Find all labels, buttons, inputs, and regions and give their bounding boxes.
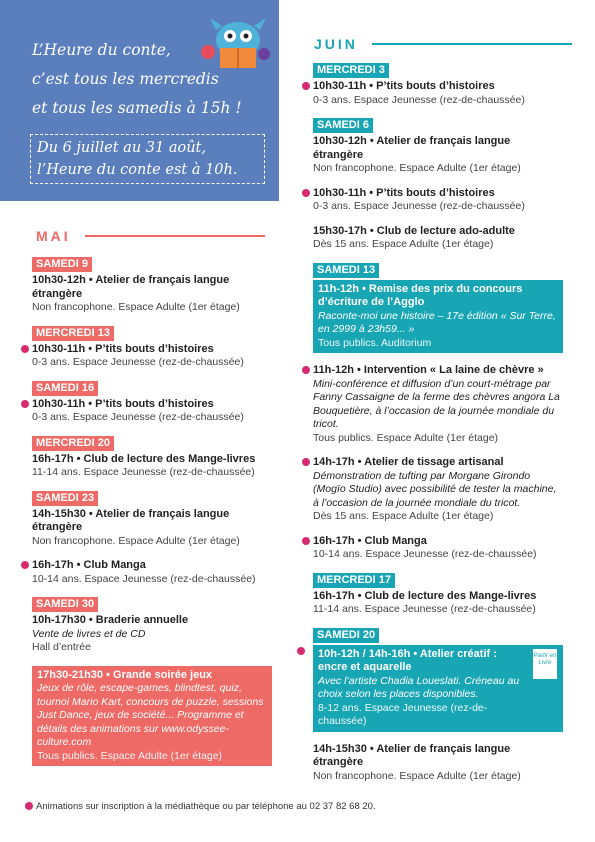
dot-icon <box>302 366 310 374</box>
event-title: 10h30-11h • P’tits bouts d’histoires <box>313 80 495 92</box>
day-block <box>32 436 272 480</box>
event-title: 16h-17h • Club de lecture des Mange-livres <box>32 452 256 465</box>
event-description: Mini-conférence et diffusion d’un court-métrage par Fanny Cassaigne de la ferme des chèvres angora La Bouquetière, à l’occasion de la journée mondiale du tricot. <box>313 377 560 430</box>
juin-column <box>313 63 563 794</box>
event-audience: Hall d’entrée <box>32 641 91 653</box>
event-title: 16h-17h • Club Manga <box>313 534 427 547</box>
event-audience: 0-3 ans. Espace Jeunesse (rez-de-chaussée) <box>313 200 525 212</box>
event-title: 15h30-17h • Club de lecture ado-adulte <box>313 224 515 237</box>
intro-panel <box>0 0 279 201</box>
juin-heading <box>314 36 572 52</box>
day-badge: MERCREDI 3 <box>313 63 389 78</box>
event-title: 10h-17h30 • Braderie annuelle <box>32 614 189 626</box>
event-audience: Non francophone. Espace Adulte (1er étage) <box>32 534 240 547</box>
day-badge: SAMEDI 23 <box>32 491 98 506</box>
day-block <box>32 381 272 425</box>
mai-rule <box>85 235 265 237</box>
event-audience: 0-3 ans. Espace Jeunesse (rez-de-chaussée) <box>32 356 244 368</box>
day-block <box>313 263 563 562</box>
dot-icon <box>297 647 305 655</box>
day-badge: SAMEDI 30 <box>32 597 98 612</box>
partir-en-livre-logo: Partir en Livre <box>533 649 557 679</box>
event-item <box>32 343 272 370</box>
day-badge: MERCREDI 20 <box>32 436 114 451</box>
event-item <box>313 187 563 214</box>
event-title: 11h-12h • Intervention « La laine de chèvre » <box>313 364 544 376</box>
dot-icon <box>302 82 310 90</box>
summer-schedule-box <box>30 134 265 184</box>
event-audience: Non francophone. Espace Adulte (1er étage) <box>32 301 240 313</box>
day-block <box>313 118 563 252</box>
intro-line: c’est tous les mercredis <box>32 70 219 88</box>
event-title: 10h30-11h • P’tits bouts d’histoires <box>32 342 214 355</box>
event-description: Vente de livres et de CD <box>32 627 146 640</box>
day-block <box>32 491 272 587</box>
box-line: l’Heure du conte est à 10h. <box>37 162 238 178</box>
event-item <box>313 135 563 176</box>
event-item <box>32 614 272 655</box>
event-title: 16h-17h • Club de lecture des Mange-livres <box>313 589 537 602</box>
event-item <box>313 645 563 732</box>
event-description: Jeux de rôle, escape-games, blindtest, quiz, tournoi Mario Kart, concours de puzzle, sessions Just Dance, jeux de société... Programme et détails des animations sur www.odyssee-culture.com <box>37 682 264 748</box>
event-title: 10h-12h / 14h-16h • Atelier créatif : encre et aquarelle <box>318 647 497 673</box>
event-item <box>313 364 563 445</box>
event-item <box>313 535 563 562</box>
event-item <box>313 280 563 354</box>
dot-icon <box>21 561 29 569</box>
day-block <box>32 597 272 766</box>
day-block <box>32 257 272 315</box>
event-item <box>32 398 272 425</box>
dot-icon <box>21 400 29 408</box>
juin-title: JUIN <box>314 36 358 52</box>
day-badge: SAMEDI 9 <box>32 257 92 272</box>
event-title: 10h30-11h • P’tits bouts d’histoires <box>32 397 214 410</box>
event-title: 10h30-11h • P’tits bouts d’histoires <box>313 186 495 199</box>
day-badge: SAMEDI 6 <box>313 118 373 133</box>
intro-line: et tous les samedis à 15h ! <box>32 99 242 117</box>
day-block <box>32 326 272 370</box>
event-description: Raconte-moi une histoire – 17e édition « Sur Terre, en 2999 à 23h59... » <box>318 309 556 335</box>
event-audience: Tous publics. Auditorium <box>318 336 432 349</box>
dot-icon <box>302 458 310 466</box>
event-description: Avec l’artiste Chadia Loueslati. Créneau au choix selon les places disponibles. <box>318 674 520 700</box>
event-item <box>313 743 563 784</box>
day-badge: SAMEDI 13 <box>313 263 379 278</box>
dot-icon <box>302 537 310 545</box>
event-item <box>313 225 563 252</box>
event-audience: 8-12 ans. Espace Jeunesse (rez-de-chaussée) <box>318 701 488 727</box>
footer-note <box>36 801 376 812</box>
event-title: 10h30-12h • Atelier de français langue étrangère <box>313 135 511 161</box>
day-badge: SAMEDI 16 <box>32 381 98 396</box>
event-item <box>32 508 272 549</box>
event-audience: 0-3 ans. Espace Jeunesse (rez-de-chaussée) <box>313 93 525 106</box>
dot-icon <box>302 189 310 197</box>
event-description: Démonstration de tufting par Morgane Girondo (Mogïo Studio) avec possibilité de tester la machine, à l’occasion de la journée mondiale du tricot. <box>313 469 557 509</box>
event-item <box>313 80 563 107</box>
event-audience: 10-14 ans. Espace Jeunesse (rez-de-chaussée) <box>32 572 256 585</box>
box-line: Du 6 juillet au 31 août, <box>37 140 206 156</box>
day-block <box>313 628 563 784</box>
event-audience: Tous publics. Espace Adulte (1er étage) <box>37 749 223 762</box>
footer-text: Animations sur inscription à la médiathèque ou par téléphone au 02 37 82 68 20. <box>36 801 376 812</box>
event-title: 14h-17h • Atelier de tissage artisanal <box>313 456 504 468</box>
event-audience: Non francophone. Espace Adulte (1er étage) <box>313 162 521 174</box>
event-audience: 10-14 ans. Espace Jeunesse (rez-de-chaussée) <box>313 548 537 560</box>
dot-icon <box>21 345 29 353</box>
day-block <box>313 573 563 617</box>
event-audience: 0-3 ans. Espace Jeunesse (rez-de-chaussée) <box>32 411 244 423</box>
event-audience: Tous publics. Espace Adulte (1er étage) <box>313 431 499 444</box>
event-item <box>32 559 272 586</box>
event-item <box>313 590 563 617</box>
mai-title: MAI <box>36 228 71 244</box>
event-title: 16h-17h • Club Manga <box>32 559 146 571</box>
day-badge: MERCREDI 13 <box>32 326 114 341</box>
event-audience: Dès 15 ans. Espace Adulte (1er étage) <box>313 510 494 522</box>
event-title: 11h-12h • Remise des prix du concours d’écriture de l’Agglo <box>318 282 523 308</box>
event-title: 17h30-21h30 • Grande soirée jeux <box>37 668 213 681</box>
event-title: 14h-15h30 • Atelier de français langue étrangère <box>32 507 230 533</box>
event-item <box>32 666 272 767</box>
day-block <box>313 63 563 107</box>
juin-rule <box>372 43 572 45</box>
mai-heading <box>36 228 265 244</box>
event-audience: 11-14 ans. Espace Jeunesse (rez-de-chaussée) <box>313 603 536 615</box>
day-badge: SAMEDI 20 <box>313 628 379 643</box>
event-title: 14h-15h30 • Atelier de français langue étrangère <box>313 742 511 768</box>
intro-text <box>32 36 242 123</box>
event-audience: Non francophone. Espace Adulte (1er étage) <box>313 769 521 782</box>
event-item <box>32 453 272 480</box>
intro-line: L’Heure du conte, <box>32 41 171 59</box>
event-audience: Dès 15 ans. Espace Adulte (1er étage) <box>313 238 494 250</box>
event-title: 10h30-12h • Atelier de français langue étrangère <box>32 274 230 300</box>
mai-column <box>32 257 272 777</box>
day-badge: MERCREDI 17 <box>313 573 395 588</box>
event-item <box>32 274 272 315</box>
dot-icon <box>25 802 33 810</box>
event-item <box>313 456 563 524</box>
event-audience: 11-14 ans. Espace Jeunesse (rez-de-chaussée) <box>32 466 255 478</box>
